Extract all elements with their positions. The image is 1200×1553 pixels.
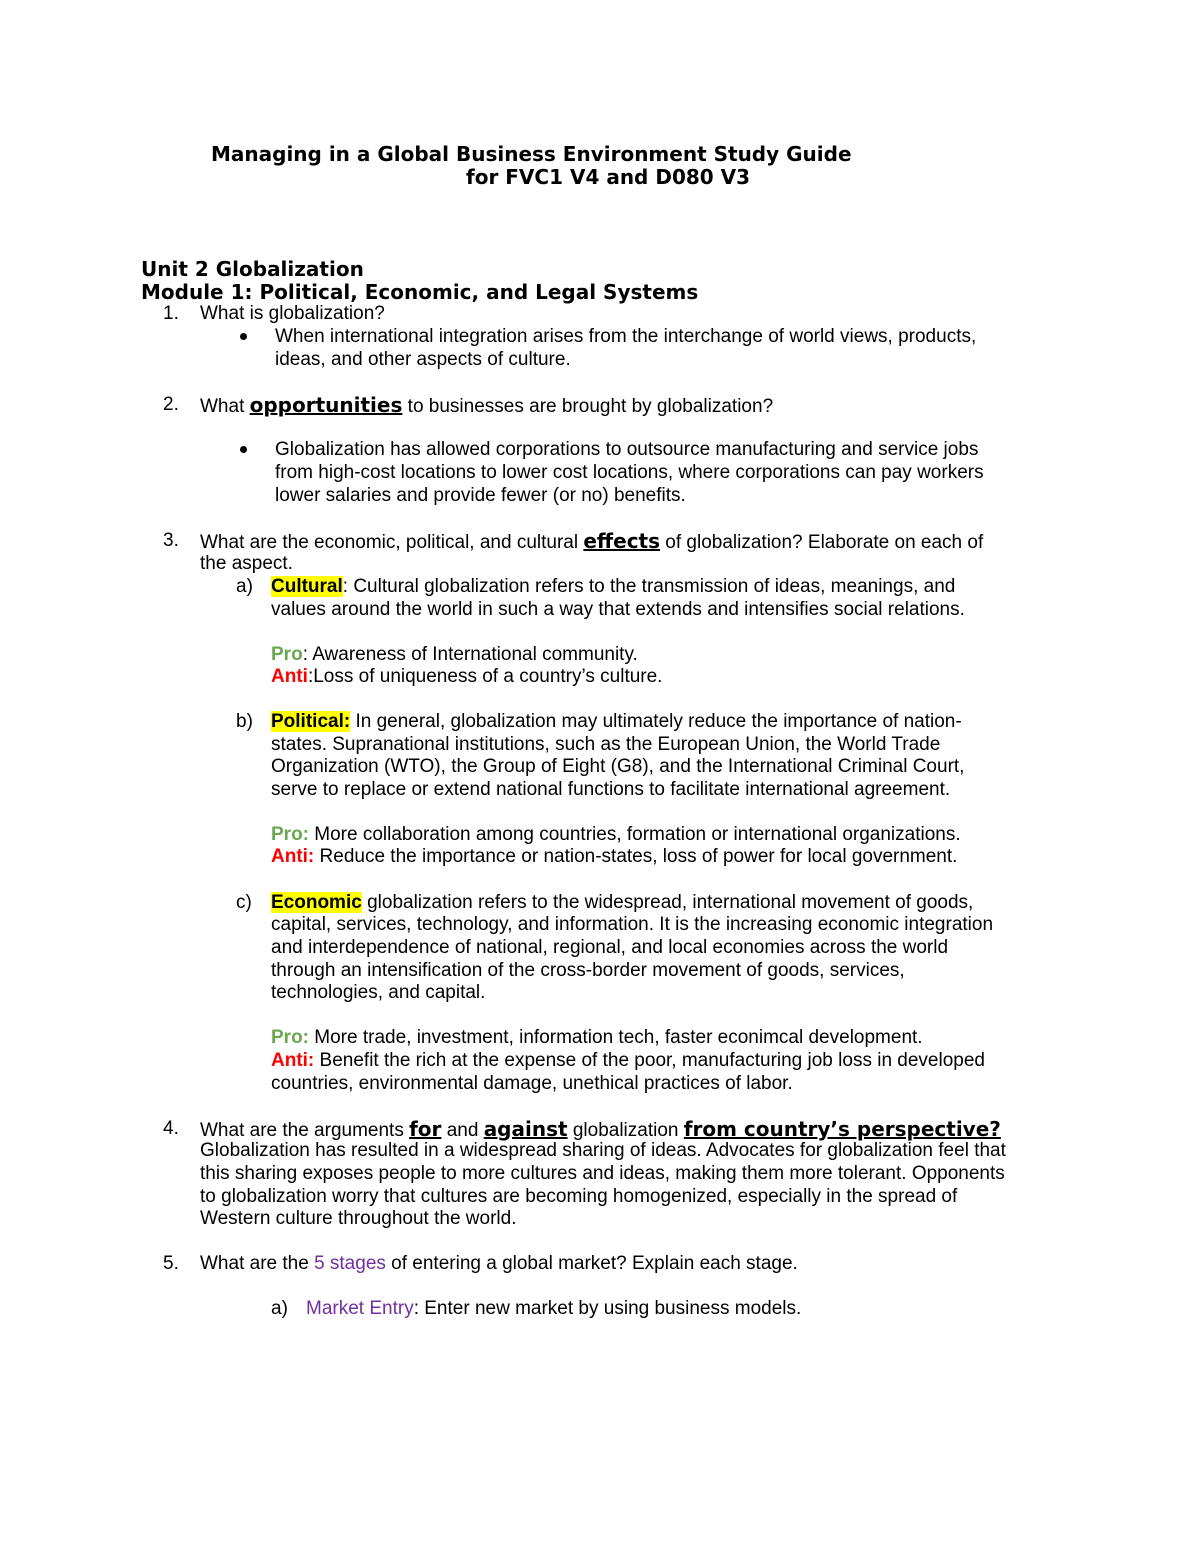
keyword-for: for <box>409 1117 442 1141</box>
question-2-text: What opportunities to businesses are brought by globalization? <box>200 393 774 417</box>
answer-4-line4: Western culture throughout the world. <box>200 1208 517 1229</box>
question-5-text: What are the 5 stages of entering a global market? Explain each stage. <box>200 1253 798 1274</box>
question-3-text-line2: the aspect. <box>200 553 293 574</box>
answer-2-line2: from high-cost locations to lower cost locations, where corporations can pay workers <box>275 462 984 483</box>
market-entry-line: Market Entry: Enter new market by using business models. <box>306 1298 802 1319</box>
political-line4: serve to replace or extend national functions to facilitate international agreement. <box>271 779 951 800</box>
bullet-icon <box>240 333 247 340</box>
keyword-against: against <box>483 1117 568 1141</box>
answer-2-line3: lower salaries and provide fewer (or no) benefits. <box>275 485 686 506</box>
sub-marker-a: a) <box>236 576 253 597</box>
answer-1-line2: ideas, and other aspects of culture. <box>275 349 571 370</box>
economic-line1: Economic globalization refers to the widespread, international movement of goods, <box>271 892 974 913</box>
question-4-number: 4. <box>163 1118 179 1139</box>
cultural-pro: Pro: Awareness of International community. <box>271 644 638 665</box>
answer-2-line1: Globalization has allowed corporations to outsource manufacturing and service jobs <box>275 439 979 460</box>
political-anti: Anti: Reduce the importance or nation-states, loss of power for local government. <box>271 846 958 867</box>
cultural-line1: Cultural: Cultural globalization refers to the transmission of ideas, meanings, and <box>271 576 956 597</box>
question-3-text: What are the economic, political, and cultural effects of globalization? Elaborate on each of <box>200 529 984 553</box>
political-line3: Organization (WTO), the Group of Eight (G8), and the International Criminal Court, <box>271 756 965 777</box>
economic-line4: through an intensification of the cross-border movement of goods, services, <box>271 960 905 981</box>
answer-4-line3: to globalization worry that cultures are becoming homogenized, especially in the spread of <box>200 1186 958 1207</box>
keyword-country-perspective: from country’s perspective? <box>683 1117 1001 1141</box>
term-political: Political: <box>271 711 351 732</box>
question-1-number: 1. <box>163 303 179 324</box>
doc-title-line1: Managing in a Global Business Environment Study Guide <box>211 142 852 166</box>
economic-line5: technologies, and capital. <box>271 982 486 1003</box>
economic-anti-line2: countries, environmental damage, unethical practices of labor. <box>271 1073 793 1094</box>
bullet-icon <box>240 446 247 453</box>
question-1-text: What is globalization? <box>200 303 385 324</box>
economic-anti: Anti: Benefit the rich at the expense of the poor, manufacturing job loss in developed <box>271 1050 985 1071</box>
question-4-text: What are the arguments for and against globalization from country’s perspective? <box>200 1117 1001 1141</box>
sub-marker-b: b) <box>236 711 253 732</box>
cultural-anti: Anti:Loss of uniqueness of a country’s culture. <box>271 666 663 687</box>
answer-4-line2: this sharing exposes people to more cultures and ideas, making them more tolerant. Opponents <box>200 1163 1005 1184</box>
doc-title-line2: for FVC1 V4 and D080 V3 <box>466 165 751 189</box>
keyword-5-stages: 5 stages <box>314 1253 386 1274</box>
political-line2: states. Supranational institutions, such as the European Union, the World Trade <box>271 734 941 755</box>
sub-marker-c: c) <box>236 892 252 913</box>
question-5-number: 5. <box>163 1253 179 1274</box>
keyword-opportunities: opportunities <box>249 393 403 417</box>
term-economic: Economic <box>271 892 362 913</box>
keyword-effects: effects <box>583 529 661 553</box>
economic-line3: and interdependence of national, regional, and local economies across the world <box>271 937 949 958</box>
cultural-line2: values around the world in such a way that extends and intensifies social relations. <box>271 599 965 620</box>
economic-line2: capital, services, technology, and information. It is the increasing economic integration <box>271 914 994 935</box>
module-heading: Module 1: Political, Economic, and Legal Systems <box>141 280 699 304</box>
unit-heading: Unit 2 Globalization <box>141 257 364 281</box>
term-market-entry: Market Entry <box>306 1298 414 1319</box>
answer-4-line1: Globalization has resulted in a widespread sharing of ideas. Advocates for globalization feel that <box>200 1140 1006 1161</box>
economic-pro: Pro: More trade, investment, information tech, faster econimcal development. <box>271 1027 923 1048</box>
sub-marker-5a: a) <box>271 1298 288 1319</box>
political-pro: Pro: More collaboration among countries, formation or international organizations. <box>271 824 961 845</box>
question-3-number: 3. <box>163 530 179 551</box>
term-cultural: Cultural <box>271 576 343 597</box>
answer-1-line1: When international integration arises from the interchange of world views, products, <box>275 326 977 347</box>
political-line1: Political: In general, globalization may ultimately reduce the importance of nation- <box>271 711 962 732</box>
question-2-number: 2. <box>163 394 179 415</box>
